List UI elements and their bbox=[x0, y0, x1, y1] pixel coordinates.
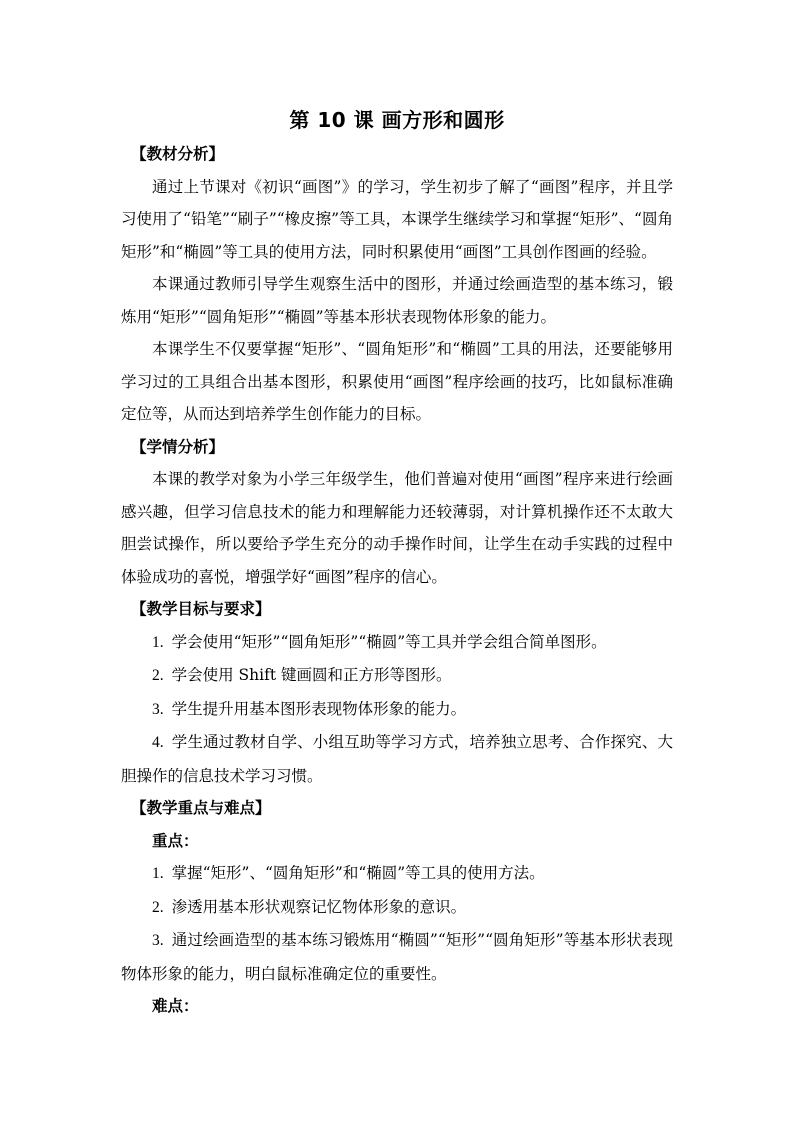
paragraph: 本课学生不仅要掌握“矩形”、“圆角矩形”和“椭圆”工具的用法，还要能够用学习过的工具组合出基本图形，积累使用“画图”程序绘画的技巧，比如鼠标准确定位等，从而达到培养学生创作能力的目标。 bbox=[121, 340, 673, 423]
section-heading-key-points: 【教学重点与难点】 bbox=[131, 799, 271, 817]
list-item bbox=[121, 857, 673, 891]
list-item bbox=[121, 659, 673, 693]
list-number: 3. bbox=[152, 932, 164, 949]
document-body bbox=[121, 138, 673, 1023]
list-number: 2. bbox=[152, 898, 164, 916]
list-item bbox=[121, 726, 673, 792]
page-title: 第 10 课 画方形和圆形 bbox=[289, 108, 505, 132]
paragraph: 本课通过教师引导学生观察生活中的图形，并通过绘画造型的基本练习，锻炼用“矩形”“圆角矩形”“椭圆”等基本形状表现物体形象的能力。 bbox=[121, 275, 673, 326]
paragraph: 本课的教学对象为小学三年级学生，他们普遍对使用“画图”程序来进行绘画感兴趣，但学习信息技术的能力和理解能力还较薄弱，对计算机操作还不太敢大胆尝试操作，所以要给予学生充分的动手操作时间，让学生在动手实践的过程中体验成功的喜悦，增强学好“画图”程序的信心。 bbox=[121, 470, 673, 586]
list-item bbox=[121, 626, 673, 660]
list-text: 学会使用“矩形”“圆角矩形”“椭圆”等工具并学会组合简单图形。 bbox=[171, 632, 607, 651]
section-heading-textbook-analysis: 【教材分析】 bbox=[131, 145, 225, 163]
section-heading-objectives: 【教学目标与要求】 bbox=[131, 600, 271, 618]
paragraph: 通过上节课对《初识“画图”》的学习，学生初步了解了“画图”程序，并且学习使用了“铅笔”“刷子”“橡皮擦”等工具，本课学生继续学习和掌握“矩形”、“圆角矩形”和“椭圆”等工具的使用方法，同时积累使用“画图”工具创作图画的经验。 bbox=[121, 177, 673, 261]
list-text: 学会使用 Shift 键画圆和正方形等图形。 bbox=[171, 666, 452, 684]
list-item bbox=[121, 693, 673, 727]
list-number: 1. bbox=[152, 633, 164, 651]
list-text: 掌握“矩形”、“圆角矩形”和“椭圆”等工具的使用方法。 bbox=[171, 864, 545, 882]
list-text: 学生提升用基本图形表现物体形象的能力。 bbox=[171, 699, 467, 718]
list-text: 通过绘画造型的基本练习锻炼用“椭圆”“矩形”“圆角矩形”等基本形状表现物体形象的能力，明白鼠标准确定位的重要性。 bbox=[121, 931, 673, 983]
difficulty-label: 难点： bbox=[152, 997, 199, 1015]
list-number: 4. bbox=[152, 734, 164, 751]
section-heading-student-analysis: 【学情分析】 bbox=[131, 437, 225, 456]
list-number: 2. bbox=[152, 667, 164, 684]
list-item bbox=[121, 924, 673, 990]
list-item bbox=[121, 891, 673, 925]
focus-label: 重点： bbox=[152, 831, 199, 850]
list-text: 学生通过教材自学、小组互助等学习方式，培养独立思考、合作探究、大胆操作的信息技术学习习惯。 bbox=[121, 733, 673, 785]
list-text: 渗透用基本形状观察记忆物体形象的意识。 bbox=[171, 897, 467, 916]
list-number: 1. bbox=[152, 865, 164, 882]
list-number: 3. bbox=[152, 700, 164, 718]
